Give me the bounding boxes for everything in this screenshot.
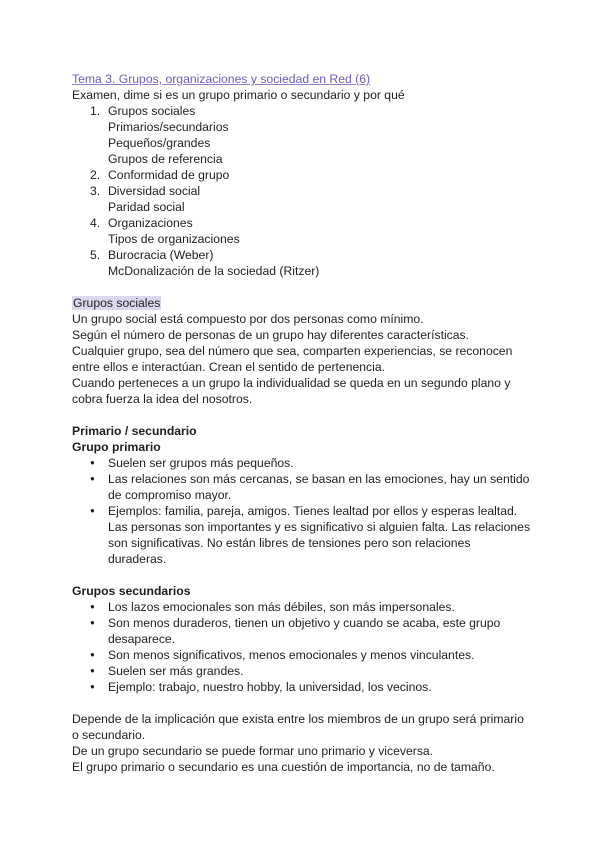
outline-label: Grupos sociales bbox=[108, 104, 196, 118]
secundario-list bbox=[72, 599, 532, 695]
exam-note: Examen, dime si es un grupo primario o secundario y por qué bbox=[72, 88, 405, 102]
outline-number: 3. bbox=[90, 184, 101, 198]
paragraph: De un grupo secundario se puede formar uno primario y viceversa. bbox=[72, 744, 434, 758]
paragraph: Cualquier grupo, sea del número que sea, comparten experiencias, se reconocen entre ellos e interactúan. Crean el sentido de pertenencia. bbox=[72, 344, 513, 374]
outline-label: Organizaciones bbox=[108, 216, 193, 230]
paragraph: El grupo primario o secundario es una cuestión de importancia, no de tamaño. bbox=[72, 760, 495, 774]
section-heading-grupos-sociales: Grupos sociales bbox=[73, 296, 161, 310]
paragraph: Un grupo social está compuesto por dos personas como mínimo. bbox=[72, 312, 424, 326]
subheading-grupos-secundarios: Grupos secundarios bbox=[72, 584, 191, 598]
topic-outline bbox=[72, 103, 532, 279]
outline-item bbox=[72, 167, 532, 183]
outline-number: 1. bbox=[90, 104, 101, 118]
paragraph: Cuando perteneces a un grupo la individualidad se queda en un segundo plano y cobra fuerza la idea del nosotros. bbox=[72, 376, 511, 406]
document-content bbox=[72, 71, 532, 775]
outline-label: Burocracia (Weber) bbox=[108, 248, 214, 262]
outline-item bbox=[72, 183, 532, 215]
topic-title-link[interactable]: Tema 3. Grupos, organizaciones y sociedad en Red (6) bbox=[72, 72, 371, 86]
list-item: ● Ejemplos: familia, pareja, amigos. Tienes lealtad por ellos y esperas lealtad. Las personas son importantes y es significativo si alguien falta. Las relaciones son significativas. No están libres de tensiones pero son relaciones duraderas. bbox=[72, 503, 532, 567]
outline-item bbox=[72, 215, 532, 247]
list-item: ● Son menos duraderos, tienen un objetivo y cuando se acaba, este grupo desaparece. bbox=[72, 615, 532, 647]
list-item: ● Suelen ser más grandes. bbox=[72, 663, 532, 679]
outline-number: 5. bbox=[90, 248, 101, 262]
outline-subitem: Grupos de referencia bbox=[108, 152, 223, 166]
outline-subitem: Primarios/secundarios bbox=[108, 120, 229, 134]
outline-item bbox=[72, 103, 532, 167]
outline-item bbox=[72, 247, 532, 279]
outline-subitem: Paridad social bbox=[108, 200, 185, 214]
section-heading-primario-secundario: Primario / secundario bbox=[72, 424, 197, 438]
list-item: ● Suelen ser grupos más pequeños. bbox=[72, 455, 532, 471]
list-item: ● Ejemplo: trabajo, nuestro hobby, la universidad, los vecinos. bbox=[72, 679, 532, 695]
paragraph: Según el número de personas de un grupo hay diferentes características. bbox=[72, 328, 470, 342]
paragraph: Depende de la implicación que exista entre los miembros de un grupo será primario o secundario. bbox=[72, 712, 524, 742]
outline-number: 4. bbox=[90, 216, 101, 230]
list-item: ● Son menos significativos, menos emocionales y menos vinculantes. bbox=[72, 647, 532, 663]
outline-subitem: Pequeños/grandes bbox=[108, 136, 211, 150]
subheading-grupo-primario: Grupo primario bbox=[72, 440, 161, 454]
list-item: ● Los lazos emocionales son más débiles, son más impersonales. bbox=[72, 599, 532, 615]
outline-number: 2. bbox=[90, 168, 101, 182]
outline-subitem: McDonalización de la sociedad (Ritzer) bbox=[108, 264, 320, 278]
list-item: ● Las relaciones son más cercanas, se basan en las emociones, hay un sentido de compromiso mayor. bbox=[72, 471, 532, 503]
outline-label: Conformidad de grupo bbox=[108, 168, 230, 182]
outline-label: Diversidad social bbox=[108, 184, 201, 198]
primario-list bbox=[72, 455, 532, 567]
outline-subitem: Tipos de organizaciones bbox=[108, 232, 240, 246]
